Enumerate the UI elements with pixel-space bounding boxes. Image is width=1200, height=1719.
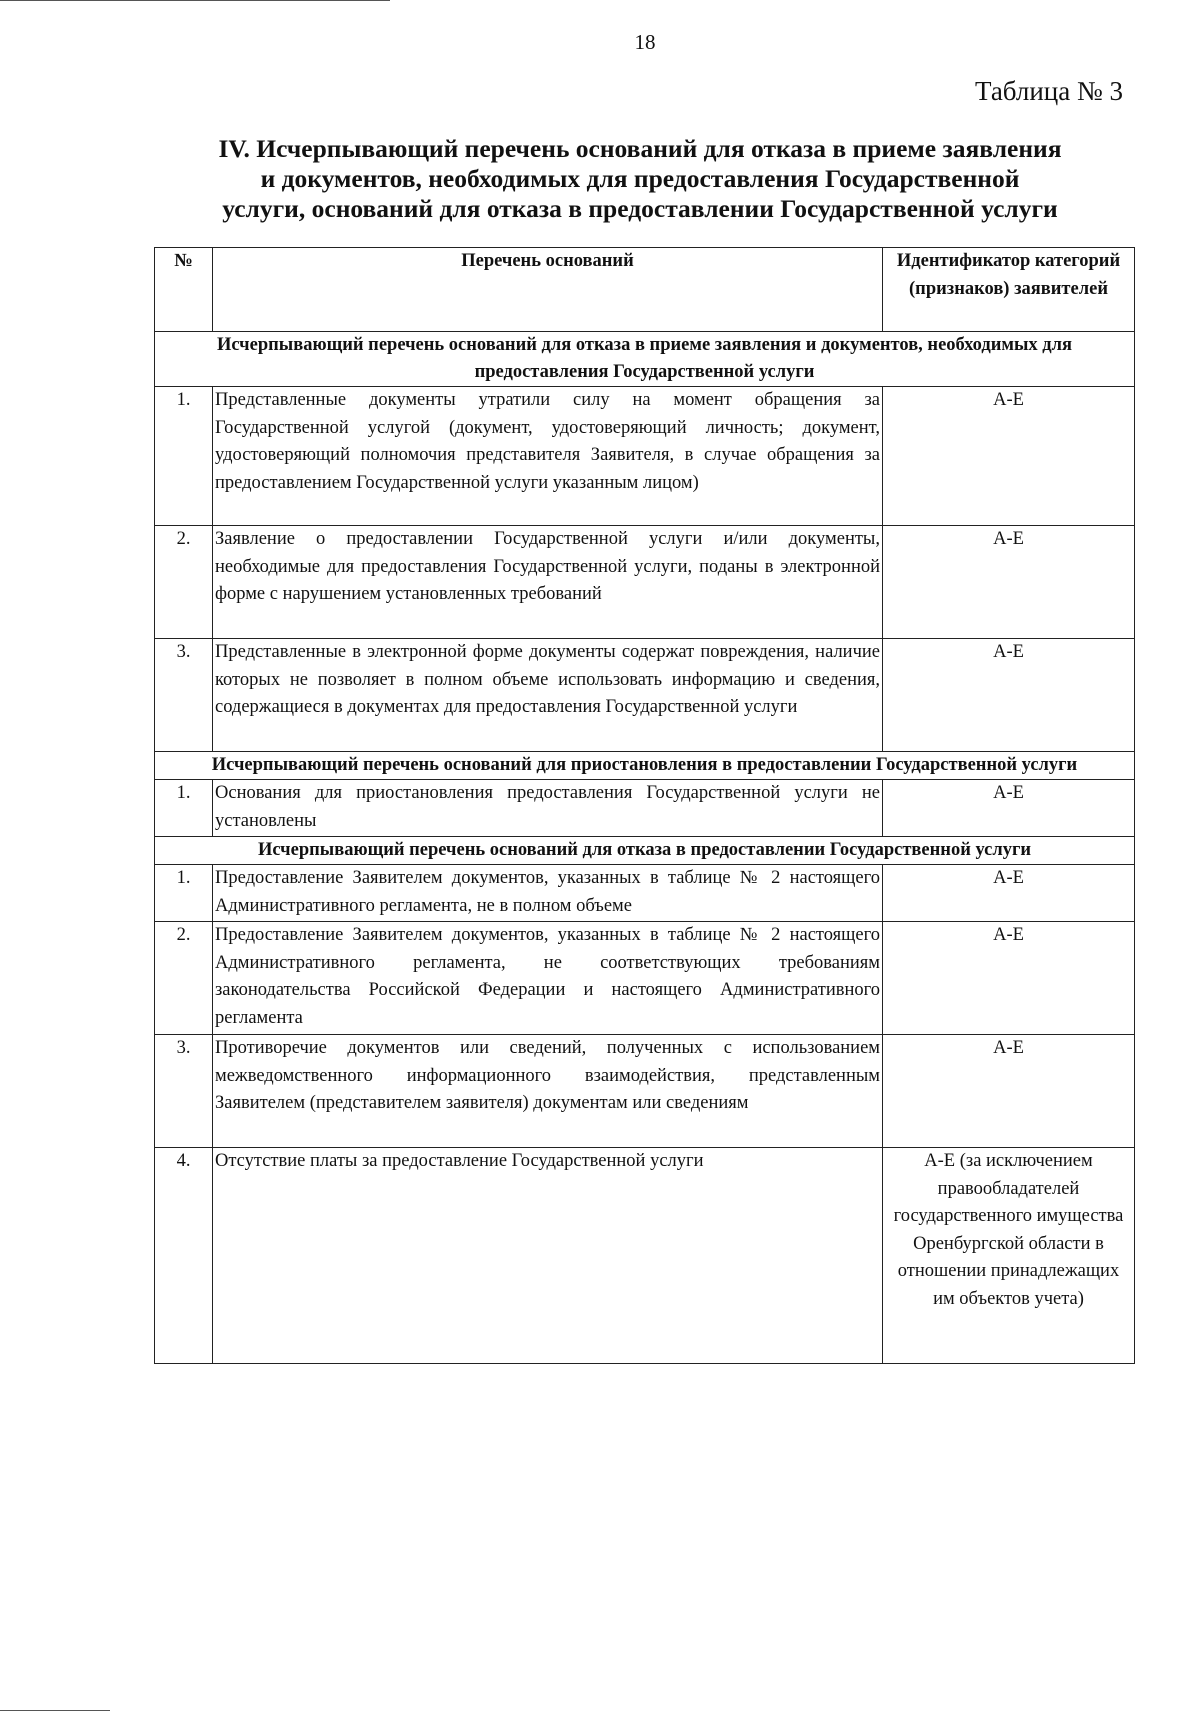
row-reason: Заявление о предоставлении Государственной услуги и/или документы, необходимые для предоставления Государственной услуги, поданы в электронной форме с нарушением установленных требований xyxy=(213,526,883,639)
section-header-row xyxy=(155,332,1135,387)
table-reference: Таблица № 3 xyxy=(975,76,1123,106)
section-header-row xyxy=(155,752,1135,780)
row-reason: Предоставление Заявителем документов, указанных в таблице № 2 настоящего Административного регламента, не в полном объеме xyxy=(213,865,883,922)
row-number: 4. xyxy=(155,1148,213,1364)
row-identifier: А-Е xyxy=(883,526,1135,639)
scan-artifact-line xyxy=(0,1710,110,1711)
table-row xyxy=(155,865,1135,922)
grounds-table xyxy=(154,247,1135,1364)
table-row xyxy=(155,387,1135,526)
row-number: 2. xyxy=(155,526,213,639)
section-header-row xyxy=(155,837,1135,865)
page-title xyxy=(150,134,1130,224)
row-identifier: А-Е xyxy=(883,639,1135,752)
table-row xyxy=(155,922,1135,1035)
section-title: Исчерпывающий перечень оснований для отказа в приеме заявления и документов, необходимых для предоставления Государственной услуги xyxy=(155,332,1135,387)
page-number: 18 xyxy=(634,30,656,54)
row-identifier: А-Е xyxy=(883,387,1135,526)
row-reason: Основания для приостановления предоставления Государственной услуги не установлены xyxy=(213,780,883,837)
header-num: № xyxy=(155,248,213,332)
section-title: Исчерпывающий перечень оснований для приостановления в предоставлении Государственной услуги xyxy=(155,752,1135,780)
row-identifier: А-Е xyxy=(883,922,1135,1035)
row-reason: Противоречие документов или сведений, полученных с использованием межведомственного информационного взаимодействия, представленным Заявителем (представителем заявителя) документам или сведениям xyxy=(213,1035,883,1148)
row-number: 1. xyxy=(155,865,213,922)
row-number: 3. xyxy=(155,639,213,752)
table-row xyxy=(155,1035,1135,1148)
row-number: 2. xyxy=(155,922,213,1035)
table-row xyxy=(155,780,1135,837)
row-number: 3. xyxy=(155,1035,213,1148)
row-identifier: А-Е xyxy=(883,780,1135,837)
table-row xyxy=(155,526,1135,639)
title-line: IV. Исчерпывающий перечень оснований для отказа в приеме заявления xyxy=(218,134,1062,163)
row-reason: Предоставление Заявителем документов, указанных в таблице № 2 настоящего Административного регламента, не соответствующих требованиям законодательства Российской Федерации и настоящего Административного регламента xyxy=(213,922,883,1035)
row-reason: Представленные документы утратили силу на момент обращения за Государственной услугой (документ, удостоверяющий личность; документ, удостоверяющий полномочия представителя Заявителя, в случае обращения за предоставлением Государственной услуги указанным лицом) xyxy=(213,387,883,526)
row-identifier: А-Е xyxy=(883,865,1135,922)
row-reason: Отсутствие платы за предоставление Государственной услуги xyxy=(213,1148,883,1364)
row-number: 1. xyxy=(155,387,213,526)
row-number: 1. xyxy=(155,780,213,837)
title-line: и документов, необходимых для предоставления Государственной xyxy=(260,164,1020,193)
table-header-row xyxy=(155,248,1135,332)
row-identifier: А-Е (за исключением правообладателей государственного имущества Оренбургской области в отношении принадлежащих им объектов учета) xyxy=(883,1148,1135,1364)
table-row xyxy=(155,639,1135,752)
row-reason: Представленные в электронной форме документы содержат повреждения, наличие которых не позволяет в полном объеме использовать информацию и сведения, содержащиеся в документах для предоставления Государственной услуги xyxy=(213,639,883,752)
table-row xyxy=(155,1148,1135,1364)
header-identifier: Идентификатор категорий (признаков) заявителей xyxy=(883,248,1135,332)
header-reasons: Перечень оснований xyxy=(213,248,883,332)
scan-artifact-line xyxy=(0,0,390,1)
row-identifier: А-Е xyxy=(883,1035,1135,1148)
title-line: услуги, оснований для отказа в предоставлении Государственной услуги xyxy=(222,194,1058,223)
section-title: Исчерпывающий перечень оснований для отказа в предоставлении Государственной услуги xyxy=(155,837,1135,865)
